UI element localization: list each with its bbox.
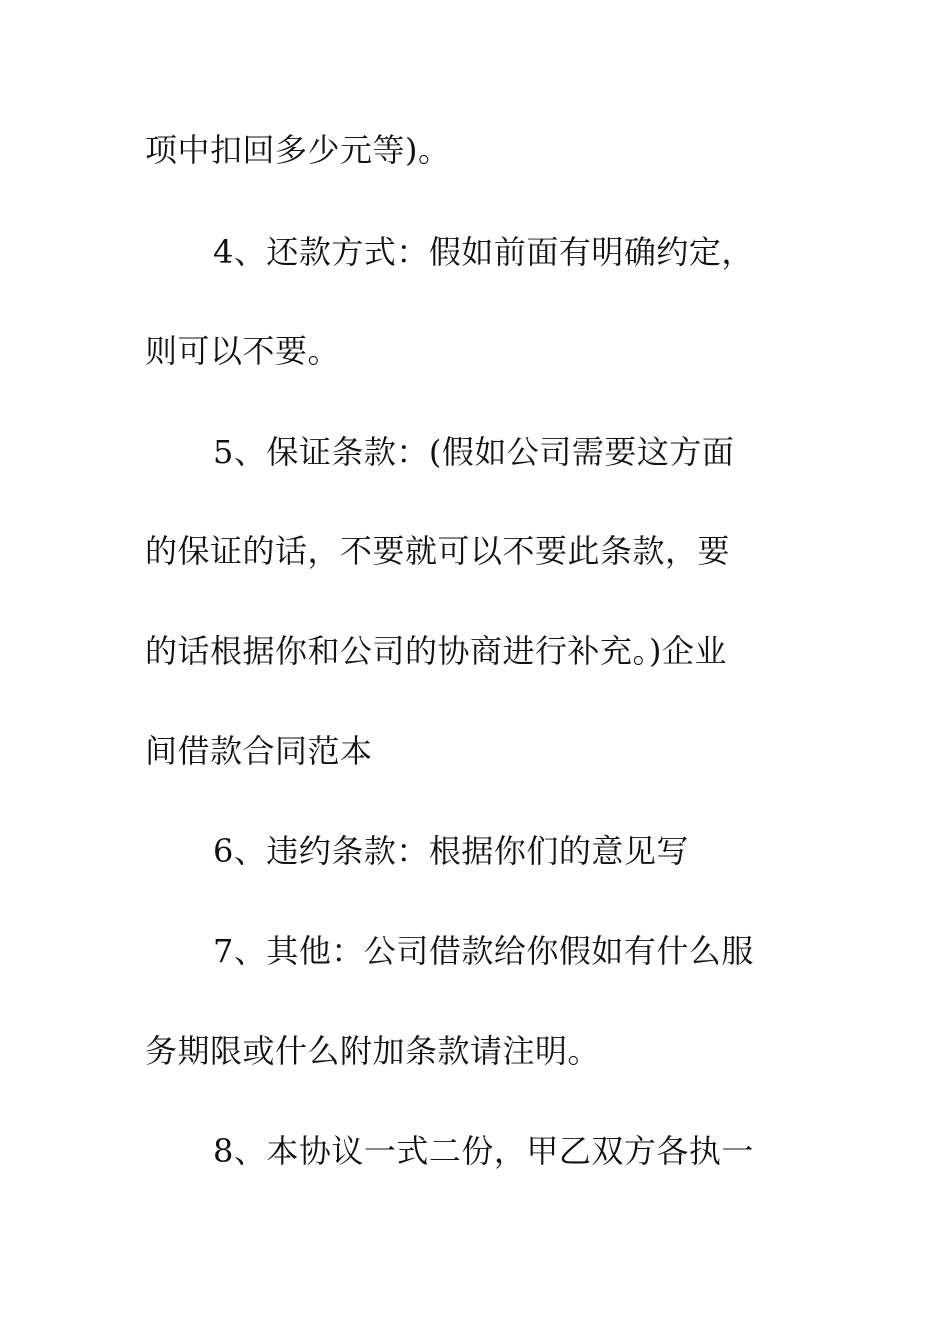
text-line-11: 8、本协议一式二份，甲乙双方各执一 bbox=[213, 1132, 754, 1170]
text-line-8: 6、违约条款：根据你们的意见写 bbox=[213, 832, 689, 870]
text-line-10: 务期限或什么附加条款请注明。 bbox=[145, 1032, 601, 1070]
text-line-5: 的保证的话，不要就可以不要此条款，要 bbox=[145, 532, 731, 570]
text-line-1: 项中扣回多少元等)。 bbox=[145, 131, 451, 169]
text-line-3: 则可以不要。 bbox=[145, 332, 341, 370]
text-line-7: 间借款合同范本 bbox=[145, 732, 373, 770]
text-line-6: 的话根据你和公司的协商进行补充。)企业 bbox=[145, 632, 727, 670]
text-line-9: 7、其他：公司借款给你假如有什么服 bbox=[213, 932, 754, 970]
text-line-4: 5、保证条款：(假如公司需要这方面 bbox=[213, 433, 735, 471]
text-line-2: 4、还款方式：假如前面有明确约定， bbox=[213, 233, 754, 271]
